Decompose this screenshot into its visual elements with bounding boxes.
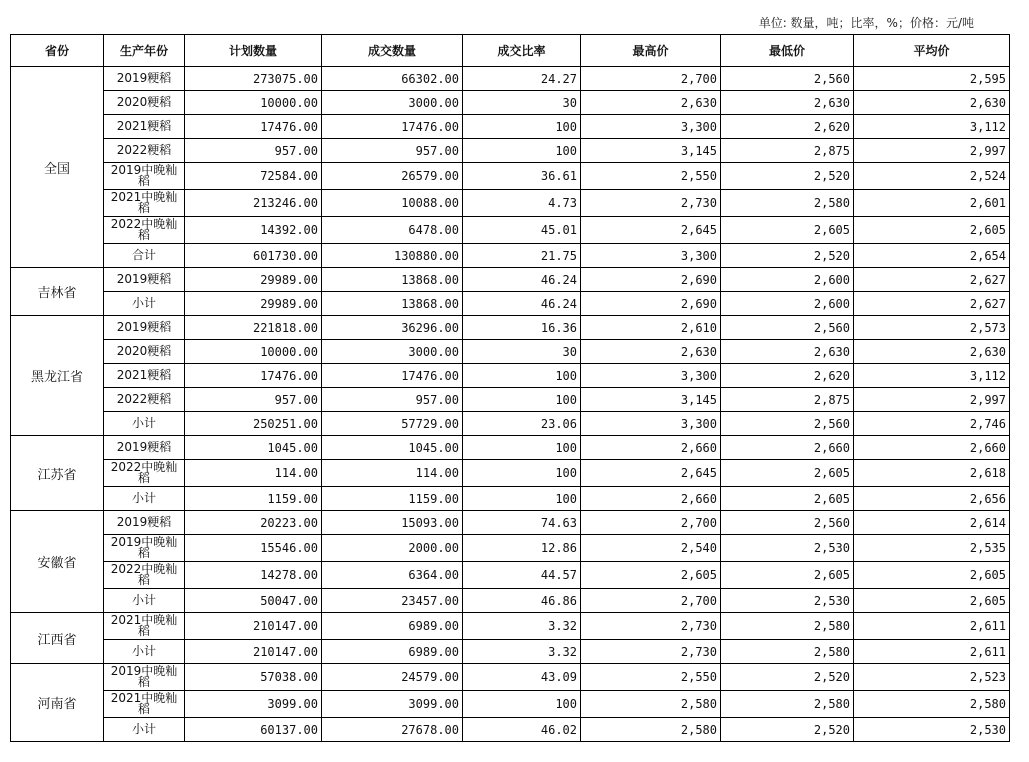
year-cell: 2021中晚籼稻 (104, 613, 185, 640)
plan-qty-cell: 213246.00 (185, 190, 322, 217)
deal-qty-cell: 15093.00 (322, 511, 463, 535)
deal-qty-cell: 1159.00 (322, 487, 463, 511)
year-cell: 2022粳稻 (104, 139, 185, 163)
table-row (11, 535, 1010, 562)
table-row (11, 388, 1010, 412)
year-cell: 2021粳稻 (104, 115, 185, 139)
year-cell: 2019中晚籼稻 (104, 163, 185, 190)
deal-ratio-cell: 12.86 (463, 535, 581, 562)
avg-price-cell: 2,654 (854, 244, 1010, 268)
deal-ratio-cell: 44.57 (463, 562, 581, 589)
low-price-cell: 2,520 (721, 244, 854, 268)
plan-qty-cell: 114.00 (185, 460, 322, 487)
high-price-cell: 2,540 (581, 535, 721, 562)
header-year: 生产年份 (104, 35, 185, 67)
deal-ratio-cell: 36.61 (463, 163, 581, 190)
deal-ratio-cell: 100 (463, 139, 581, 163)
low-price-cell: 2,520 (721, 718, 854, 742)
plan-qty-cell: 957.00 (185, 388, 322, 412)
deal-qty-cell: 957.00 (322, 139, 463, 163)
avg-price-cell: 3,112 (854, 115, 1010, 139)
avg-price-cell: 3,112 (854, 364, 1010, 388)
high-price-cell: 2,610 (581, 316, 721, 340)
deal-qty-cell: 6989.00 (322, 613, 463, 640)
year-cell: 2022粳稻 (104, 388, 185, 412)
plan-qty-cell: 15546.00 (185, 535, 322, 562)
plan-qty-cell: 1045.00 (185, 436, 322, 460)
deal-ratio-cell: 45.01 (463, 217, 581, 244)
deal-ratio-cell: 100 (463, 460, 581, 487)
deal-ratio-cell: 30 (463, 91, 581, 115)
high-price-cell: 2,580 (581, 691, 721, 718)
avg-price-cell: 2,573 (854, 316, 1010, 340)
plan-qty-cell: 1159.00 (185, 487, 322, 511)
avg-price-cell: 2,627 (854, 268, 1010, 292)
high-price-cell: 3,300 (581, 244, 721, 268)
low-price-cell: 2,520 (721, 163, 854, 190)
low-price-cell: 2,600 (721, 292, 854, 316)
province-cell: 全国 (11, 67, 104, 268)
low-price-cell: 2,580 (721, 613, 854, 640)
high-price-cell: 2,580 (581, 718, 721, 742)
low-price-cell: 2,560 (721, 412, 854, 436)
plan-qty-cell: 72584.00 (185, 163, 322, 190)
avg-price-cell: 2,618 (854, 460, 1010, 487)
year-cell: 小计 (104, 640, 185, 664)
table-row (11, 316, 1010, 340)
table-row (11, 691, 1010, 718)
deal-ratio-cell: 100 (463, 691, 581, 718)
year-cell: 2019中晚籼稻 (104, 664, 185, 691)
low-price-cell: 2,560 (721, 67, 854, 91)
year-cell: 小计 (104, 412, 185, 436)
province-cell: 江西省 (11, 613, 104, 664)
low-price-cell: 2,580 (721, 190, 854, 217)
deal-ratio-cell: 30 (463, 340, 581, 364)
year-cell: 2021中晚籼稻 (104, 691, 185, 718)
high-price-cell: 2,660 (581, 436, 721, 460)
year-cell: 2021粳稻 (104, 364, 185, 388)
avg-price-cell: 2,580 (854, 691, 1010, 718)
table-row (11, 487, 1010, 511)
table-row (11, 640, 1010, 664)
deal-qty-cell: 957.00 (322, 388, 463, 412)
plan-qty-cell: 14392.00 (185, 217, 322, 244)
table-row (11, 139, 1010, 163)
deal-qty-cell: 130880.00 (322, 244, 463, 268)
header-deal-ratio: 成交比率 (463, 35, 581, 67)
header-avg-price: 平均价 (854, 35, 1010, 67)
deal-qty-cell: 13868.00 (322, 268, 463, 292)
table-row (11, 115, 1010, 139)
high-price-cell: 3,145 (581, 139, 721, 163)
plan-qty-cell: 210147.00 (185, 613, 322, 640)
high-price-cell: 2,605 (581, 562, 721, 589)
year-cell: 2019粳稻 (104, 316, 185, 340)
high-price-cell: 2,645 (581, 460, 721, 487)
table-row (11, 340, 1010, 364)
header-high-price: 最高价 (581, 35, 721, 67)
table-row (11, 718, 1010, 742)
high-price-cell: 2,730 (581, 190, 721, 217)
year-cell: 2019粳稻 (104, 511, 185, 535)
avg-price-cell: 2,627 (854, 292, 1010, 316)
high-price-cell: 3,145 (581, 388, 721, 412)
deal-qty-cell: 57729.00 (322, 412, 463, 436)
avg-price-cell: 2,605 (854, 562, 1010, 589)
deal-ratio-cell: 16.36 (463, 316, 581, 340)
avg-price-cell: 2,601 (854, 190, 1010, 217)
table-row (11, 268, 1010, 292)
unit-note: 单位: 数量，吨；比率，%；价格：元/吨 (758, 16, 974, 30)
header-province: 省份 (11, 35, 104, 67)
year-cell: 合计 (104, 244, 185, 268)
avg-price-cell: 2,630 (854, 91, 1010, 115)
high-price-cell: 2,700 (581, 67, 721, 91)
avg-price-cell: 2,535 (854, 535, 1010, 562)
deal-qty-cell: 26579.00 (322, 163, 463, 190)
deal-qty-cell: 23457.00 (322, 589, 463, 613)
low-price-cell: 2,605 (721, 487, 854, 511)
deal-qty-cell: 6989.00 (322, 640, 463, 664)
plan-qty-cell: 3099.00 (185, 691, 322, 718)
low-price-cell: 2,520 (721, 664, 854, 691)
low-price-cell: 2,560 (721, 316, 854, 340)
avg-price-cell: 2,605 (854, 217, 1010, 244)
header-deal-qty: 成交数量 (322, 35, 463, 67)
deal-ratio-cell: 100 (463, 388, 581, 412)
avg-price-cell: 2,630 (854, 340, 1010, 364)
plan-qty-cell: 601730.00 (185, 244, 322, 268)
table-row (11, 292, 1010, 316)
year-cell: 2022中晚籼稻 (104, 460, 185, 487)
deal-qty-cell: 24579.00 (322, 664, 463, 691)
deal-ratio-cell: 46.24 (463, 292, 581, 316)
deal-ratio-cell: 4.73 (463, 190, 581, 217)
avg-price-cell: 2,595 (854, 67, 1010, 91)
low-price-cell: 2,630 (721, 340, 854, 364)
high-price-cell: 2,700 (581, 511, 721, 535)
plan-qty-cell: 17476.00 (185, 364, 322, 388)
deal-qty-cell: 66302.00 (322, 67, 463, 91)
year-cell: 2022中晚籼稻 (104, 562, 185, 589)
year-cell: 2021中晚籼稻 (104, 190, 185, 217)
deal-qty-cell: 17476.00 (322, 115, 463, 139)
header-plan-qty: 计划数量 (185, 35, 322, 67)
rice-auction-table (10, 34, 1010, 742)
high-price-cell: 2,550 (581, 664, 721, 691)
province-cell: 黑龙江省 (11, 316, 104, 436)
table-row (11, 613, 1010, 640)
deal-ratio-cell: 23.06 (463, 412, 581, 436)
high-price-cell: 2,730 (581, 613, 721, 640)
year-cell: 2019粳稻 (104, 268, 185, 292)
low-price-cell: 2,605 (721, 562, 854, 589)
deal-qty-cell: 6364.00 (322, 562, 463, 589)
avg-price-cell: 2,611 (854, 613, 1010, 640)
year-cell: 小计 (104, 589, 185, 613)
low-price-cell: 2,530 (721, 535, 854, 562)
plan-qty-cell: 29989.00 (185, 268, 322, 292)
low-price-cell: 2,580 (721, 640, 854, 664)
deal-qty-cell: 27678.00 (322, 718, 463, 742)
plan-qty-cell: 57038.00 (185, 664, 322, 691)
low-price-cell: 2,560 (721, 511, 854, 535)
deal-qty-cell: 3000.00 (322, 340, 463, 364)
plan-qty-cell: 221818.00 (185, 316, 322, 340)
avg-price-cell: 2,524 (854, 163, 1010, 190)
deal-ratio-cell: 74.63 (463, 511, 581, 535)
low-price-cell: 2,600 (721, 268, 854, 292)
high-price-cell: 2,550 (581, 163, 721, 190)
deal-qty-cell: 114.00 (322, 460, 463, 487)
deal-ratio-cell: 100 (463, 436, 581, 460)
year-cell: 2020粳稻 (104, 340, 185, 364)
low-price-cell: 2,620 (721, 364, 854, 388)
deal-ratio-cell: 100 (463, 364, 581, 388)
year-cell: 小计 (104, 718, 185, 742)
low-price-cell: 2,530 (721, 589, 854, 613)
table-row (11, 589, 1010, 613)
year-cell: 2019粳稻 (104, 436, 185, 460)
high-price-cell: 2,645 (581, 217, 721, 244)
low-price-cell: 2,605 (721, 217, 854, 244)
high-price-cell: 2,630 (581, 340, 721, 364)
avg-price-cell: 2,997 (854, 139, 1010, 163)
plan-qty-cell: 957.00 (185, 139, 322, 163)
table-row (11, 244, 1010, 268)
province-cell: 吉林省 (11, 268, 104, 316)
avg-price-cell: 2,530 (854, 718, 1010, 742)
deal-qty-cell: 13868.00 (322, 292, 463, 316)
deal-qty-cell: 2000.00 (322, 535, 463, 562)
year-cell: 小计 (104, 292, 185, 316)
high-price-cell: 2,700 (581, 589, 721, 613)
high-price-cell: 2,630 (581, 91, 721, 115)
deal-qty-cell: 10088.00 (322, 190, 463, 217)
high-price-cell: 2,690 (581, 268, 721, 292)
province-cell: 河南省 (11, 664, 104, 742)
plan-qty-cell: 17476.00 (185, 115, 322, 139)
avg-price-cell: 2,656 (854, 487, 1010, 511)
high-price-cell: 2,660 (581, 487, 721, 511)
table-row (11, 217, 1010, 244)
province-cell: 江苏省 (11, 436, 104, 511)
deal-ratio-cell: 46.02 (463, 718, 581, 742)
deal-ratio-cell: 100 (463, 487, 581, 511)
avg-price-cell: 2,523 (854, 664, 1010, 691)
deal-ratio-cell: 24.27 (463, 67, 581, 91)
table-row (11, 67, 1010, 91)
plan-qty-cell: 10000.00 (185, 91, 322, 115)
table-row (11, 91, 1010, 115)
header-row (11, 35, 1010, 67)
table-row (11, 436, 1010, 460)
low-price-cell: 2,660 (721, 436, 854, 460)
year-cell: 2019粳稻 (104, 67, 185, 91)
deal-qty-cell: 3000.00 (322, 91, 463, 115)
table-row (11, 364, 1010, 388)
avg-price-cell: 2,660 (854, 436, 1010, 460)
plan-qty-cell: 250251.00 (185, 412, 322, 436)
year-cell: 2019中晚籼稻 (104, 535, 185, 562)
table-row (11, 163, 1010, 190)
high-price-cell: 3,300 (581, 115, 721, 139)
deal-qty-cell: 3099.00 (322, 691, 463, 718)
high-price-cell: 2,690 (581, 292, 721, 316)
table-row (11, 190, 1010, 217)
deal-qty-cell: 36296.00 (322, 316, 463, 340)
table-row (11, 460, 1010, 487)
plan-qty-cell: 60137.00 (185, 718, 322, 742)
deal-ratio-cell: 46.24 (463, 268, 581, 292)
deal-qty-cell: 1045.00 (322, 436, 463, 460)
table-row (11, 664, 1010, 691)
high-price-cell: 3,300 (581, 364, 721, 388)
plan-qty-cell: 29989.00 (185, 292, 322, 316)
table-row (11, 562, 1010, 589)
low-price-cell: 2,630 (721, 91, 854, 115)
province-cell: 安徽省 (11, 511, 104, 613)
low-price-cell: 2,620 (721, 115, 854, 139)
plan-qty-cell: 20223.00 (185, 511, 322, 535)
table-row (11, 412, 1010, 436)
low-price-cell: 2,875 (721, 139, 854, 163)
plan-qty-cell: 273075.00 (185, 67, 322, 91)
table-body (11, 67, 1010, 742)
deal-ratio-cell: 21.75 (463, 244, 581, 268)
deal-ratio-cell: 100 (463, 115, 581, 139)
plan-qty-cell: 14278.00 (185, 562, 322, 589)
deal-ratio-cell: 3.32 (463, 640, 581, 664)
plan-qty-cell: 10000.00 (185, 340, 322, 364)
header-low-price: 最低价 (721, 35, 854, 67)
plan-qty-cell: 50047.00 (185, 589, 322, 613)
avg-price-cell: 2,997 (854, 388, 1010, 412)
avg-price-cell: 2,605 (854, 589, 1010, 613)
avg-price-cell: 2,746 (854, 412, 1010, 436)
deal-ratio-cell: 46.86 (463, 589, 581, 613)
year-cell: 2020粳稻 (104, 91, 185, 115)
low-price-cell: 2,605 (721, 460, 854, 487)
low-price-cell: 2,580 (721, 691, 854, 718)
avg-price-cell: 2,611 (854, 640, 1010, 664)
deal-qty-cell: 17476.00 (322, 364, 463, 388)
deal-qty-cell: 6478.00 (322, 217, 463, 244)
year-cell: 小计 (104, 487, 185, 511)
deal-ratio-cell: 3.32 (463, 613, 581, 640)
high-price-cell: 2,730 (581, 640, 721, 664)
table-row (11, 511, 1010, 535)
year-cell: 2022中晚籼稻 (104, 217, 185, 244)
deal-ratio-cell: 43.09 (463, 664, 581, 691)
plan-qty-cell: 210147.00 (185, 640, 322, 664)
high-price-cell: 3,300 (581, 412, 721, 436)
low-price-cell: 2,875 (721, 388, 854, 412)
avg-price-cell: 2,614 (854, 511, 1010, 535)
